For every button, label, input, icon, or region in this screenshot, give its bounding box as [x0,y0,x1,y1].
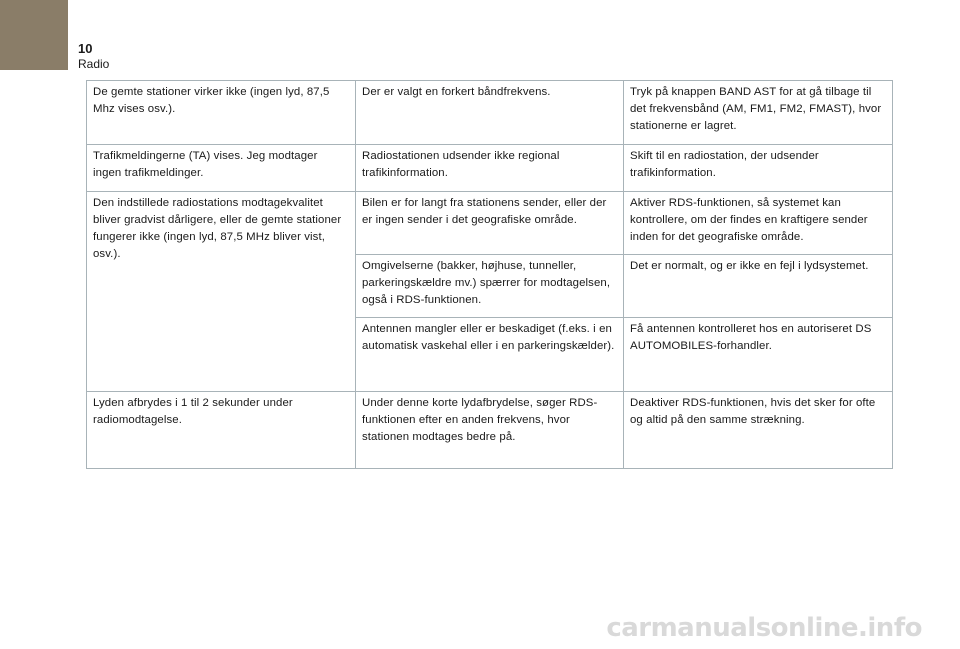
table-row [87,81,893,145]
cause-cell: Bilen er for langt fra stationens sender, eller der er ingen sender i det geografiske område. [356,192,624,255]
solution-cell: Tryk på knappen BAND AST for at gå tilbage til det frekvensbånd (AM, FM1, FM2, FMAST), hvor stationerne er lagret. [624,81,893,145]
cause-cell: Omgivelserne (bakker, højhuse, tunneller, parkeringskældre mv.) spærrer for modtagelsen, også i RDS-funktionen. [356,255,624,318]
cause-cell: Der er valgt en forkert båndfrekvens. [356,81,624,145]
cause-cell: Under denne korte lydafbrydelse, søger RDS-funktionen efter en anden frekvens, hvor stationen modtages bedre på. [356,392,624,469]
problem-cell: Trafikmeldingerne (TA) vises. Jeg modtager ingen trafikmeldinger. [87,145,356,192]
page-number: 10 [78,41,93,56]
solution-cell: Få antennen kontrolleret hos en autoriseret DS AUTOMOBILES-forhandler. [624,318,893,392]
cause-cell: Antennen mangler eller er beskadiget (f.eks. i en automatisk vaskehal eller i en parkeringskælder). [356,318,624,392]
section-title: Radio [78,57,110,71]
solution-cell: Aktiver RDS-funktionen, så systemet kan kontrollere, om der findes en kraftigere sender inden for det geografiske område. [624,192,893,255]
table-row [87,192,893,255]
solution-cell: Det er normalt, og er ikke en fejl i lydsystemet. [624,255,893,318]
watermark: carmanualsonline.info [606,613,922,643]
problem-cell: Den indstillede radiostations modtagekvalitet bliver gradvist dårligere, eller de gemte stationer fungerer ikke (ingen lyd, 87,5 MHz bliver vist, osv.). [87,192,356,392]
table-row [87,145,893,192]
solution-cell: Skift til en radiostation, der udsender trafikinformation. [624,145,893,192]
table-row [87,392,893,469]
troubleshooting-table [86,80,893,469]
problem-cell: De gemte stationer virker ikke (ingen lyd, 87,5 Mhz vises osv.). [87,81,356,145]
problem-cell: Lyden afbrydes i 1 til 2 sekunder under radiomodtagelse. [87,392,356,469]
chapter-tab [0,0,68,70]
solution-cell: Deaktiver RDS-funktionen, hvis det sker for ofte og altid på den samme strækning. [624,392,893,469]
cause-cell: Radiostationen udsender ikke regional trafikinformation. [356,145,624,192]
